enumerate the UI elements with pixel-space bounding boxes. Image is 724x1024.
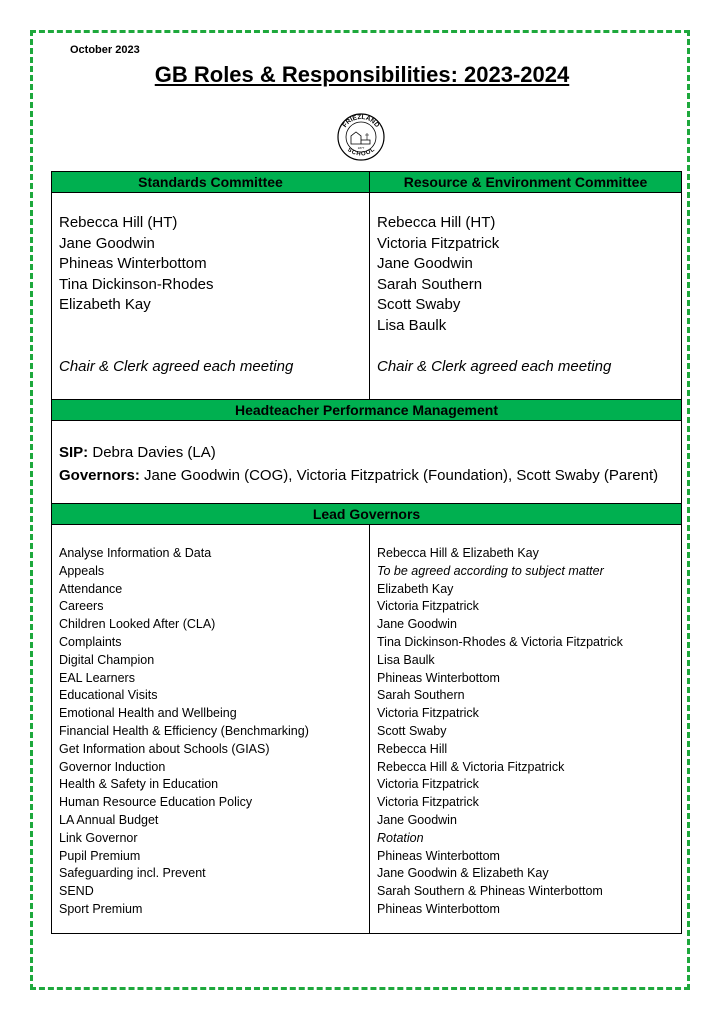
lead-role: Digital Champion: [59, 652, 155, 667]
lead-role: Health & Safety in Education: [59, 777, 219, 792]
lead-role: Emotional Health and Wellbeing: [59, 706, 237, 721]
standards-member: Rebecca Hill (HT): [59, 214, 178, 231]
standards-member: Phineas Winterbottom: [59, 255, 207, 273]
document-date: October 2023: [70, 44, 140, 56]
logo-top-text: FRIEZLAND: [341, 113, 381, 129]
resource-member: Lisa Baulk: [377, 316, 447, 334]
lead-assignee: Phineas Winterbottom: [377, 848, 500, 863]
lead-role: Governor Induction: [59, 759, 166, 774]
lead-assignee: Phineas Winterbottom: [377, 901, 500, 916]
governors-value: Jane Goodwin (COG), Victoria Fitzpatrick (Foundation), Scott Swaby (Parent): [139, 467, 659, 484]
lead-assignee: Rebecca Hill & Elizabeth Kay: [377, 546, 539, 560]
resource-note: Chair & Clerk agreed each meeting: [377, 358, 612, 376]
sip-value: Debra Davies (LA): [88, 444, 216, 461]
roles-table: [51, 171, 682, 934]
lead-assignee: To be agreed according to subject matter: [377, 563, 604, 578]
standards-member: Jane Goodwin: [59, 234, 155, 252]
lead-role: Attendance: [59, 581, 123, 596]
lead-assignee: Jane Goodwin & Elizabeth Kay: [377, 866, 549, 881]
lead-assignee: Sarah Southern: [377, 688, 465, 703]
logo-bottom-text: SCHOOL: [346, 147, 376, 158]
sip-label: SIP:: [59, 444, 89, 461]
lead-role: Link Governor: [59, 830, 138, 845]
lead-assignee: Victoria Fitzpatrick: [377, 795, 479, 810]
spacer: [59, 337, 369, 358]
standards-member: Elizabeth Kay: [59, 296, 151, 314]
lead-role: Safeguarding incl. Prevent: [59, 866, 206, 881]
page-title: GB Roles & Responsibilities: 2023-2024: [154, 62, 570, 87]
lead-role: SEND: [59, 884, 94, 899]
standards-committee-cell: [52, 193, 370, 400]
lead-role: Educational Visits: [59, 688, 158, 703]
lead-role: Children Looked After (CLA): [59, 617, 216, 632]
sip-line: [59, 441, 681, 464]
lead-role: Analyse Information & Data: [59, 546, 212, 560]
lead-assignee: Victoria Fitzpatrick: [377, 599, 479, 614]
spacer: [377, 337, 681, 358]
resource-committee-cell: [370, 193, 682, 400]
school-logo: [336, 112, 386, 162]
lead-role: Sport Premium: [59, 901, 143, 916]
hpm-heading: Headteacher Performance Management: [52, 400, 682, 421]
resource-heading: Resource & Environment Committee: [370, 172, 682, 193]
resource-member: Jane Goodwin: [377, 255, 473, 273]
lead-role: Appeals: [59, 563, 105, 578]
lead-role: Pupil Premium: [59, 848, 141, 863]
lead-role: EAL Learners: [59, 670, 135, 685]
standards-member: Tina Dickinson-Rhodes: [59, 275, 214, 293]
lead-role: Human Resource Education Policy: [59, 795, 253, 810]
resource-member: Scott Swaby: [377, 296, 461, 314]
lead-assignee: Sarah Southern & Phineas Winterbottom: [377, 884, 603, 899]
lead-role: Get Information about Schools (GIAS): [59, 741, 270, 756]
lead-assignee: Elizabeth Kay: [377, 581, 454, 596]
lead-assignee: Rebecca Hill: [377, 741, 448, 756]
lead-assignee: Jane Goodwin: [377, 812, 457, 827]
hpm-cell: [52, 421, 682, 504]
lead-assignee: Phineas Winterbottom: [377, 670, 500, 685]
governors-label: Governors:: [59, 467, 140, 484]
lead-assignee: Victoria Fitzpatrick: [377, 777, 479, 792]
resource-member: Sarah Southern: [377, 275, 483, 293]
lead-assignee: Lisa Baulk: [377, 652, 435, 667]
lead-roles-cell: [52, 525, 370, 934]
lead-assignee: Victoria Fitzpatrick: [377, 706, 479, 721]
lead-governors-heading: Lead Governors: [52, 504, 682, 525]
governors-line: [59, 464, 681, 487]
lead-assignee: Tina Dickinson-Rhodes & Victoria Fitzpatrick: [377, 634, 623, 649]
resource-member: Rebecca Hill (HT): [377, 214, 496, 231]
lead-assignees-cell: [370, 525, 682, 934]
lead-role: LA Annual Budget: [59, 812, 159, 827]
resource-member: Victoria Fitzpatrick: [377, 234, 500, 252]
lead-role: Financial Health & Efficiency (Benchmarking): [59, 723, 309, 738]
standards-note: Chair & Clerk agreed each meeting: [59, 358, 294, 376]
lead-role: Complaints: [59, 634, 122, 649]
lead-assignee: Rebecca Hill & Victoria Fitzpatrick: [377, 759, 565, 774]
spacer: [59, 316, 369, 337]
lead-assignee: Rotation: [377, 830, 424, 845]
lead-assignee: Jane Goodwin: [377, 617, 457, 632]
standards-heading: Standards Committee: [52, 172, 370, 193]
lead-role: Careers: [59, 599, 104, 614]
lead-assignee: Scott Swaby: [377, 723, 447, 738]
logo-year: 1877: [357, 146, 365, 150]
